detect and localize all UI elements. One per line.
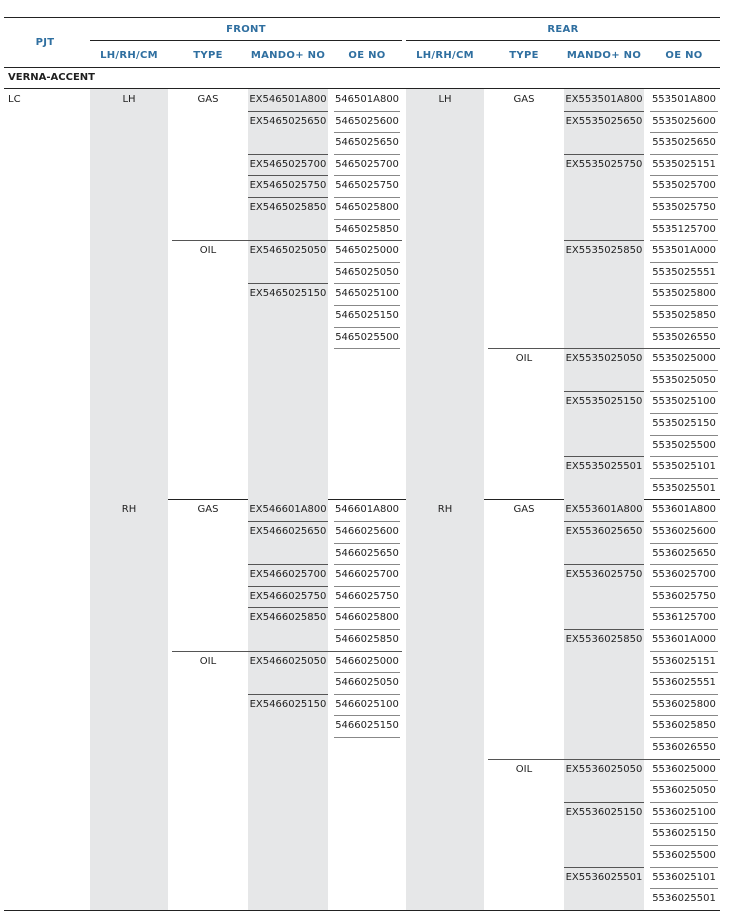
front-type-label: GAS (197, 94, 219, 105)
rear-type-label: GAS (513, 94, 535, 105)
front-oe-rule (334, 219, 400, 220)
front-oe-rule (334, 348, 400, 349)
rear-oe-rule (650, 283, 718, 284)
rear-oe-number: 553601A800 (651, 504, 717, 516)
rear-oe-number: 553501A800 (651, 94, 717, 105)
front-oe-rule (334, 737, 400, 738)
front-mando-number: EX546501A800 (249, 94, 327, 105)
rear-oe-number: 553501A000 (651, 245, 717, 257)
rear-oe-rule (650, 262, 718, 263)
rear-oe-number: 5535025151 (652, 158, 716, 170)
front-header-rule (90, 40, 402, 41)
front-oe-number: 5465025700 (335, 158, 399, 170)
rear-oe-rule (650, 845, 718, 846)
front-oe-number: 5466025600 (335, 526, 399, 537)
rear-oe-rule (650, 715, 718, 716)
rear-oe-number: 5536025551 (652, 677, 716, 689)
rear-oe-number: 5535025050 (652, 374, 716, 386)
rear-entry-rule (564, 521, 644, 522)
front-oe-rule (334, 586, 400, 587)
col-header-front-side: LH/RH/CM (100, 50, 158, 61)
rear-oe-number: 5536025850 (652, 720, 716, 732)
rear-oe-number: 5535025600 (652, 115, 716, 127)
rear-oe-number: 5535025700 (652, 180, 716, 192)
rear-oe-number: 5535025800 (652, 288, 716, 300)
front-oe-number: 5466025850 (335, 634, 399, 645)
front-side-label: LH (122, 94, 136, 105)
rear-mando-number: EX5535025750 (565, 158, 643, 170)
front-oe-rule (334, 132, 400, 133)
rear-oe-number: 5535025101 (652, 461, 716, 473)
front-oe-number: 5465025650 (335, 137, 399, 149)
front-mando-number: EX5466025150 (249, 698, 327, 710)
rear-oe-number: 5536025800 (652, 698, 716, 710)
col-header-front-oe: OE NO (348, 50, 386, 61)
rear-oe-rule (650, 629, 718, 630)
rear-oe-number: 5536025750 (652, 590, 716, 602)
rear-oe-number: 5536025650 (652, 547, 716, 559)
front-mando-number: EX5465025050 (249, 245, 327, 257)
rear-oe-number: 5535025100 (652, 396, 716, 408)
front-oe-number: 5466025100 (335, 698, 399, 710)
front-oe-rule (334, 305, 400, 306)
rear-oe-rule (650, 413, 718, 414)
front-entry-rule (248, 564, 328, 565)
rear-oe-rule (650, 607, 718, 608)
rear-oe-number: 5535026550 (652, 331, 716, 343)
rear-oe-number: 5536025050 (652, 785, 716, 797)
front-oe-number: 5465025600 (335, 115, 399, 127)
section-title: VERNA-ACCENT (8, 72, 95, 83)
rear-mando-number: EX5536025650 (565, 526, 643, 537)
front-oe-rule (334, 607, 400, 608)
rear-oe-number: 5536025150 (652, 828, 716, 840)
rear-oe-rule (650, 154, 718, 155)
front-entry-rule (248, 586, 328, 587)
rear-oe-number: 5536025101 (652, 871, 716, 883)
rear-oe-number: 5535025551 (652, 266, 716, 278)
rear-type-rule (488, 759, 720, 760)
rear-header: REAR (547, 24, 579, 35)
front-oe-rule (334, 262, 400, 263)
rear-oe-number: 5536025600 (652, 526, 716, 537)
rear-side-label: RH (437, 504, 453, 516)
rear-oe-number: 5536025000 (652, 763, 716, 775)
front-side-label: RH (121, 504, 137, 516)
rear-oe-rule (650, 111, 718, 112)
rear-oe-rule (650, 737, 718, 738)
rear-oe-rule (650, 391, 718, 392)
rear-type-label: OIL (515, 353, 533, 365)
rear-oe-rule (650, 823, 718, 824)
rear-oe-number: 5535025501 (652, 482, 716, 494)
rear-mando-shade (564, 89, 644, 499)
rear-oe-rule (650, 672, 718, 673)
rear-entry-rule (564, 802, 644, 803)
front-oe-number: 5465025750 (335, 180, 399, 192)
front-oe-number: 5466025000 (335, 655, 399, 667)
rear-oe-rule (650, 478, 718, 479)
front-type-label: GAS (197, 504, 219, 516)
front-mando-number: EX5465025150 (249, 288, 327, 300)
pjt-header: PJT (35, 37, 55, 48)
front-entry-rule (248, 111, 328, 112)
col-header-front-mando: MANDO+ NO (250, 50, 326, 61)
rear-oe-number: 5535125700 (652, 223, 716, 235)
front-oe-number: 5466025150 (335, 720, 399, 732)
front-entry-rule (248, 694, 328, 695)
front-mando-number: EX5465025750 (249, 180, 327, 192)
rear-oe-number: 5536025501 (652, 893, 716, 905)
front-oe-rule (334, 564, 400, 565)
front-oe-rule (334, 629, 400, 630)
col-header-rear-type: TYPE (509, 50, 539, 61)
rear-oe-number: 5535025850 (652, 310, 716, 321)
rear-oe-rule (650, 175, 718, 176)
rear-entry-rule (564, 391, 644, 392)
col-header-rear-side: LH/RH/CM (416, 50, 474, 61)
front-oe-rule (334, 154, 400, 155)
rear-entry-rule (564, 154, 644, 155)
rear-mando-number: EX5535025050 (565, 353, 643, 365)
front-mando-number: EX5465025850 (249, 202, 327, 213)
front-oe-number: 5466025650 (335, 547, 399, 559)
front-entry-rule (248, 283, 328, 284)
front-oe-number: 5465025150 (335, 310, 399, 321)
rear-oe-rule (650, 240, 718, 241)
front-type-rule (172, 651, 402, 652)
rear-mando-number: EX5535025850 (565, 245, 643, 257)
rear-mando-number: EX553601A800 (565, 504, 643, 516)
rear-oe-rule (650, 780, 718, 781)
front-oe-number: 5466025800 (335, 612, 399, 624)
front-oe-rule (334, 175, 400, 176)
front-oe-number: 5465025850 (335, 223, 399, 235)
front-oe-number: 5465025000 (335, 245, 399, 257)
rear-entry-rule (564, 111, 644, 112)
front-oe-number: 546501A800 (334, 94, 400, 105)
front-type-rule (172, 240, 402, 241)
front-entry-rule (248, 154, 328, 155)
rear-entry-rule (564, 867, 644, 868)
rear-oe-rule (650, 651, 718, 652)
rear-oe-rule (650, 132, 718, 133)
rear-mando-number: EX5536025850 (565, 634, 643, 645)
top-rule (4, 17, 720, 18)
rear-header-rule (406, 40, 720, 41)
rear-side-shade (406, 499, 484, 909)
rear-oe-number: 5535025000 (652, 353, 716, 365)
rear-oe-number: 5535025750 (652, 202, 716, 213)
rear-type-label: GAS (513, 504, 535, 516)
front-oe-number: 5465025100 (335, 288, 399, 300)
rear-oe-number: 5536125700 (652, 612, 716, 624)
rear-oe-rule (650, 867, 718, 868)
front-mando-number: EX546601A800 (249, 504, 327, 516)
front-mando-number: EX5466025750 (249, 590, 327, 602)
front-oe-rule (334, 672, 400, 673)
rear-entry-rule (564, 456, 644, 457)
front-oe-rule (334, 197, 400, 198)
rear-oe-rule (650, 219, 718, 220)
rear-oe-rule (650, 802, 718, 803)
front-mando-number: EX5466025700 (249, 569, 327, 581)
rear-entry-rule (564, 564, 644, 565)
rear-oe-rule (650, 197, 718, 198)
rear-side-shade (406, 89, 484, 499)
rear-mando-number: EX5536025501 (565, 871, 643, 883)
rear-oe-number: 5536025700 (652, 569, 716, 581)
front-oe-rule (334, 111, 400, 112)
front-mando-number: EX5466025850 (249, 612, 327, 624)
rear-oe-number: 5536025100 (652, 806, 716, 818)
rear-oe-rule (650, 370, 718, 371)
front-type-label: OIL (199, 245, 217, 257)
front-mando-number: EX5466025650 (249, 526, 327, 537)
col-header-rear-mando: MANDO+ NO (566, 50, 642, 61)
rear-oe-rule (650, 564, 718, 565)
rear-mando-number: EX5536025050 (565, 763, 643, 775)
rear-oe-rule (650, 327, 718, 328)
rear-oe-number: 5535025150 (652, 418, 716, 429)
group-bottom-rule (4, 910, 720, 911)
rear-mando-number: EX5536025150 (565, 806, 643, 818)
rear-mando-number: EX5535025650 (565, 115, 643, 127)
rear-mando-number: EX5535025501 (565, 461, 643, 473)
front-oe-number: 5465025050 (335, 266, 399, 278)
rear-oe-number: 5535025500 (652, 439, 716, 451)
rear-oe-number: 5536026550 (652, 742, 716, 753)
col-header-front-type: TYPE (193, 50, 223, 61)
front-oe-rule (334, 715, 400, 716)
rear-type-label: OIL (515, 763, 533, 775)
rear-type-rule (488, 348, 720, 349)
col-header-rear-oe: OE NO (665, 50, 703, 61)
front-oe-number: 5465025800 (335, 202, 399, 213)
front-entry-rule (248, 197, 328, 198)
front-oe-rule (334, 283, 400, 284)
rear-oe-rule (650, 521, 718, 522)
rear-oe-rule (650, 586, 718, 587)
rear-mando-number: EX553501A800 (565, 94, 643, 105)
rear-oe-rule (650, 543, 718, 544)
rear-mando-shade (564, 499, 644, 909)
front-oe-rule (334, 327, 400, 328)
rear-entry-rule (564, 240, 644, 241)
pjt-value: LC (8, 94, 21, 105)
rear-oe-rule (650, 305, 718, 306)
front-oe-number: 5466025750 (335, 590, 399, 602)
rear-entry-rule (564, 629, 644, 630)
front-oe-number: 546601A800 (334, 504, 400, 516)
front-mando-number: EX5465025650 (249, 115, 327, 127)
front-oe-rule (334, 521, 400, 522)
rear-oe-rule (650, 435, 718, 436)
front-side-shade (90, 499, 168, 909)
front-entry-rule (248, 607, 328, 608)
front-oe-number: 5466025700 (335, 569, 399, 581)
front-side-shade (90, 89, 168, 499)
rear-oe-number: 553601A000 (651, 634, 717, 645)
front-entry-rule (248, 521, 328, 522)
rear-oe-rule (650, 888, 718, 889)
front-mando-number: EX5466025050 (249, 655, 327, 667)
rear-oe-rule (650, 456, 718, 457)
front-mando-number: EX5465025700 (249, 158, 327, 170)
rear-oe-number: 5535025650 (652, 137, 716, 149)
front-entry-rule (248, 175, 328, 176)
front-oe-number: 5466025050 (335, 677, 399, 689)
rear-oe-rule (650, 694, 718, 695)
rear-mando-number: EX5536025750 (565, 569, 643, 581)
front-oe-rule (334, 694, 400, 695)
front-type-label: OIL (199, 655, 217, 667)
rear-side-label: LH (438, 94, 452, 105)
front-header: FRONT (226, 24, 266, 35)
header-bottom-rule (4, 67, 720, 68)
rear-mando-number: EX5535025150 (565, 396, 643, 408)
rear-oe-number: 5536025500 (652, 850, 716, 861)
front-oe-rule (334, 543, 400, 544)
front-oe-number: 5465025500 (335, 331, 399, 343)
rear-oe-number: 5536025151 (652, 655, 716, 667)
